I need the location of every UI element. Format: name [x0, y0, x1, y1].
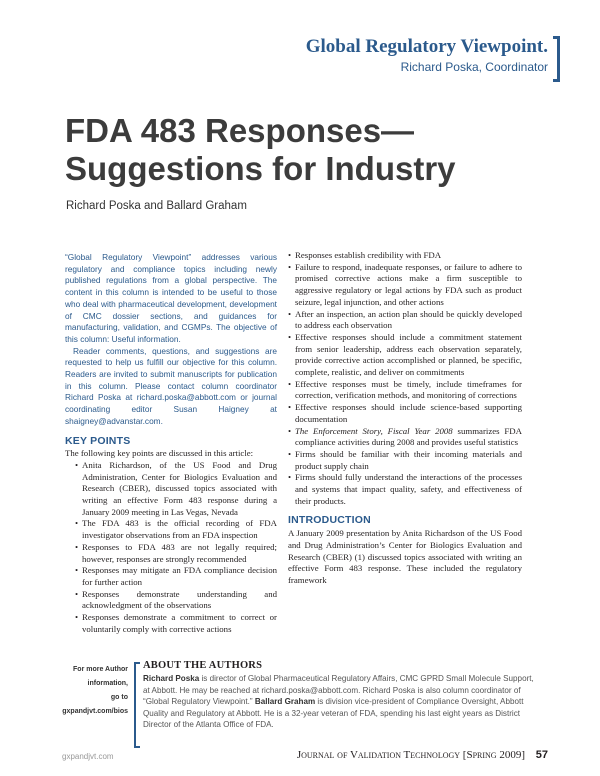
list-item: • Firms should fully understand the interactions of the processes and systems that impact quality, safety, and effectiveness of their products. [288, 472, 522, 507]
introduction-heading: INTRODUCTION [288, 514, 371, 527]
footer-issue: [Spring 2009] [462, 749, 525, 761]
enforcement-story-text: summarizes FDA compliance activities during 2008 and provides useful statistics [295, 425, 522, 448]
list-item: • Effective responses must be timely, include timeframes for correction, verification methods, and monitoring of corrections [288, 379, 522, 402]
list-item: • Responses establish credibility with FDA [288, 250, 522, 262]
article-title-line2: Suggestions for Industry [65, 150, 456, 187]
author-bio-1: is director of Global Pharmaceutical Regulatory Affairs, CMC GPRD Small Molecule Support, at Abbott. He may be reached at richard.poska@abbott.com. Richard Poska is also column coordinator of “Global Regulatory Viewpoint.” [143, 674, 534, 706]
list-item: • Responses may mitigate an FDA compliance decision for further action [75, 565, 277, 588]
footer-site: gxpandjvt.com [62, 752, 114, 761]
column-coordinator: Richard Poska, Coordinator [400, 60, 548, 74]
key-points-intro: The following key points are discussed in this article: [65, 448, 254, 459]
intro-paragraph-2: Reader comments, questions, and suggestions are requested to help us fulfill our objective for this column. Readers are invited to submit manuscripts for publication in this column. Please contact column coordinator Richard Poska at richard.poska@abbott.com or journal coordinating editor Susan Haigney at shaigney@advanstar.com. [65, 345, 277, 426]
list-item: • Anita Richardson, of the US Food and Drug Administration, Center for Biologics Evaluation and Research (CBER), discussed topics associated with writing an effective Form 483 response during a January 2009 meeting in Las Vegas, Nevada [75, 460, 277, 519]
author-info-line: go to [110, 694, 128, 701]
page-number: 57 [535, 749, 548, 761]
author-name-2: Ballard Graham [254, 697, 316, 706]
about-authors-text [143, 673, 537, 731]
list-item: • Responses to FDA 483 are not legally required; however, responses are strongly recommended [75, 542, 277, 565]
left-column [65, 252, 277, 636]
author-info-line: For more Author [73, 666, 128, 673]
introduction-text: A January 2009 presentation by Anita Richardson of the US Food and Drug Administration’s Center for Biologics Evaluation and Research (CBER) (1) discussed topics associated with writing an effective Form 483 response. These included the regulatory framework [288, 528, 522, 585]
about-authors-box [143, 660, 537, 731]
list-item: • Firms should be familiar with their incoming materials and product supply chain [288, 449, 522, 472]
article-title-line1: FDA 483 Responses— [65, 112, 415, 149]
footer-journal [297, 749, 548, 761]
column-bracket-decoration [553, 36, 560, 82]
author-name-1: Richard Poska [143, 674, 200, 683]
list-item: • Responses demonstrate understanding and acknowledgment of the observations [75, 589, 277, 612]
article-authors: Richard Poska and Ballard Graham [66, 200, 247, 212]
article-title [65, 112, 545, 188]
list-item: • Responses demonstrate a commitment to correct or voluntarily comply with corrective actions [75, 612, 277, 635]
column-title: Global Regulatory Viewpoint. [305, 36, 548, 57]
author-info-line: information, [87, 680, 128, 687]
right-column [288, 250, 522, 587]
column-intro-box [65, 252, 277, 428]
list-item [288, 426, 522, 449]
list-item: • The FDA 483 is the official recording of FDA investigator observations from an FDA inspection [75, 518, 277, 541]
list-item: • Effective responses should include science-based supporting documentation [288, 402, 522, 425]
about-bracket-decoration [134, 662, 140, 748]
key-points-heading: KEY POINTS [65, 434, 131, 447]
list-item: • Effective responses should include a commitment statement from senior leadership, address each observation separately, provide corrective action accomplished or planned, be specific, complete, realistic, and deliver on commitments [288, 332, 522, 379]
about-authors-heading: ABOUT THE AUTHORS [143, 660, 263, 671]
author-info-url[interactable]: gxpandjvt.com/bios [62, 708, 128, 715]
intro-paragraph-1: “Global Regulatory Viewpoint” addresses various regulatory and compliance topics including newly published regulations from a global perspective. The content in this column is intended to be useful to those who deal with pharmaceutical development, development of CMC dossier sections, and guidances for manufacturing, validation, and CGMPs. The objective of this column: Useful information. [65, 252, 277, 344]
key-points-list-continued [288, 250, 522, 507]
key-points-list [65, 460, 277, 636]
list-item: • After an inspection, an action plan should be quickly developed to address each observation [288, 309, 522, 332]
footer-journal-name: Journal of Validation Technology [296, 749, 461, 761]
enforcement-story-title: The Enforcement Story, Fiscal Year 2008 [295, 425, 453, 436]
author-bio-2: is division vice-president of Compliance Oversight, Abbott Quality and Regulatory at Abbott. He is a 32-year veteran of FDA, spending his last eight years as District Director of the Atlanta Office of FDA. [143, 697, 524, 729]
list-item: • Failure to respond, inadequate responses, or failure to adhere to promised corrective actions make a firm susceptible to aggressive regulatory or legal actions by FDA such as product seizure, legal injunction, and other actions [288, 262, 522, 309]
author-info-link[interactable] [60, 663, 128, 719]
